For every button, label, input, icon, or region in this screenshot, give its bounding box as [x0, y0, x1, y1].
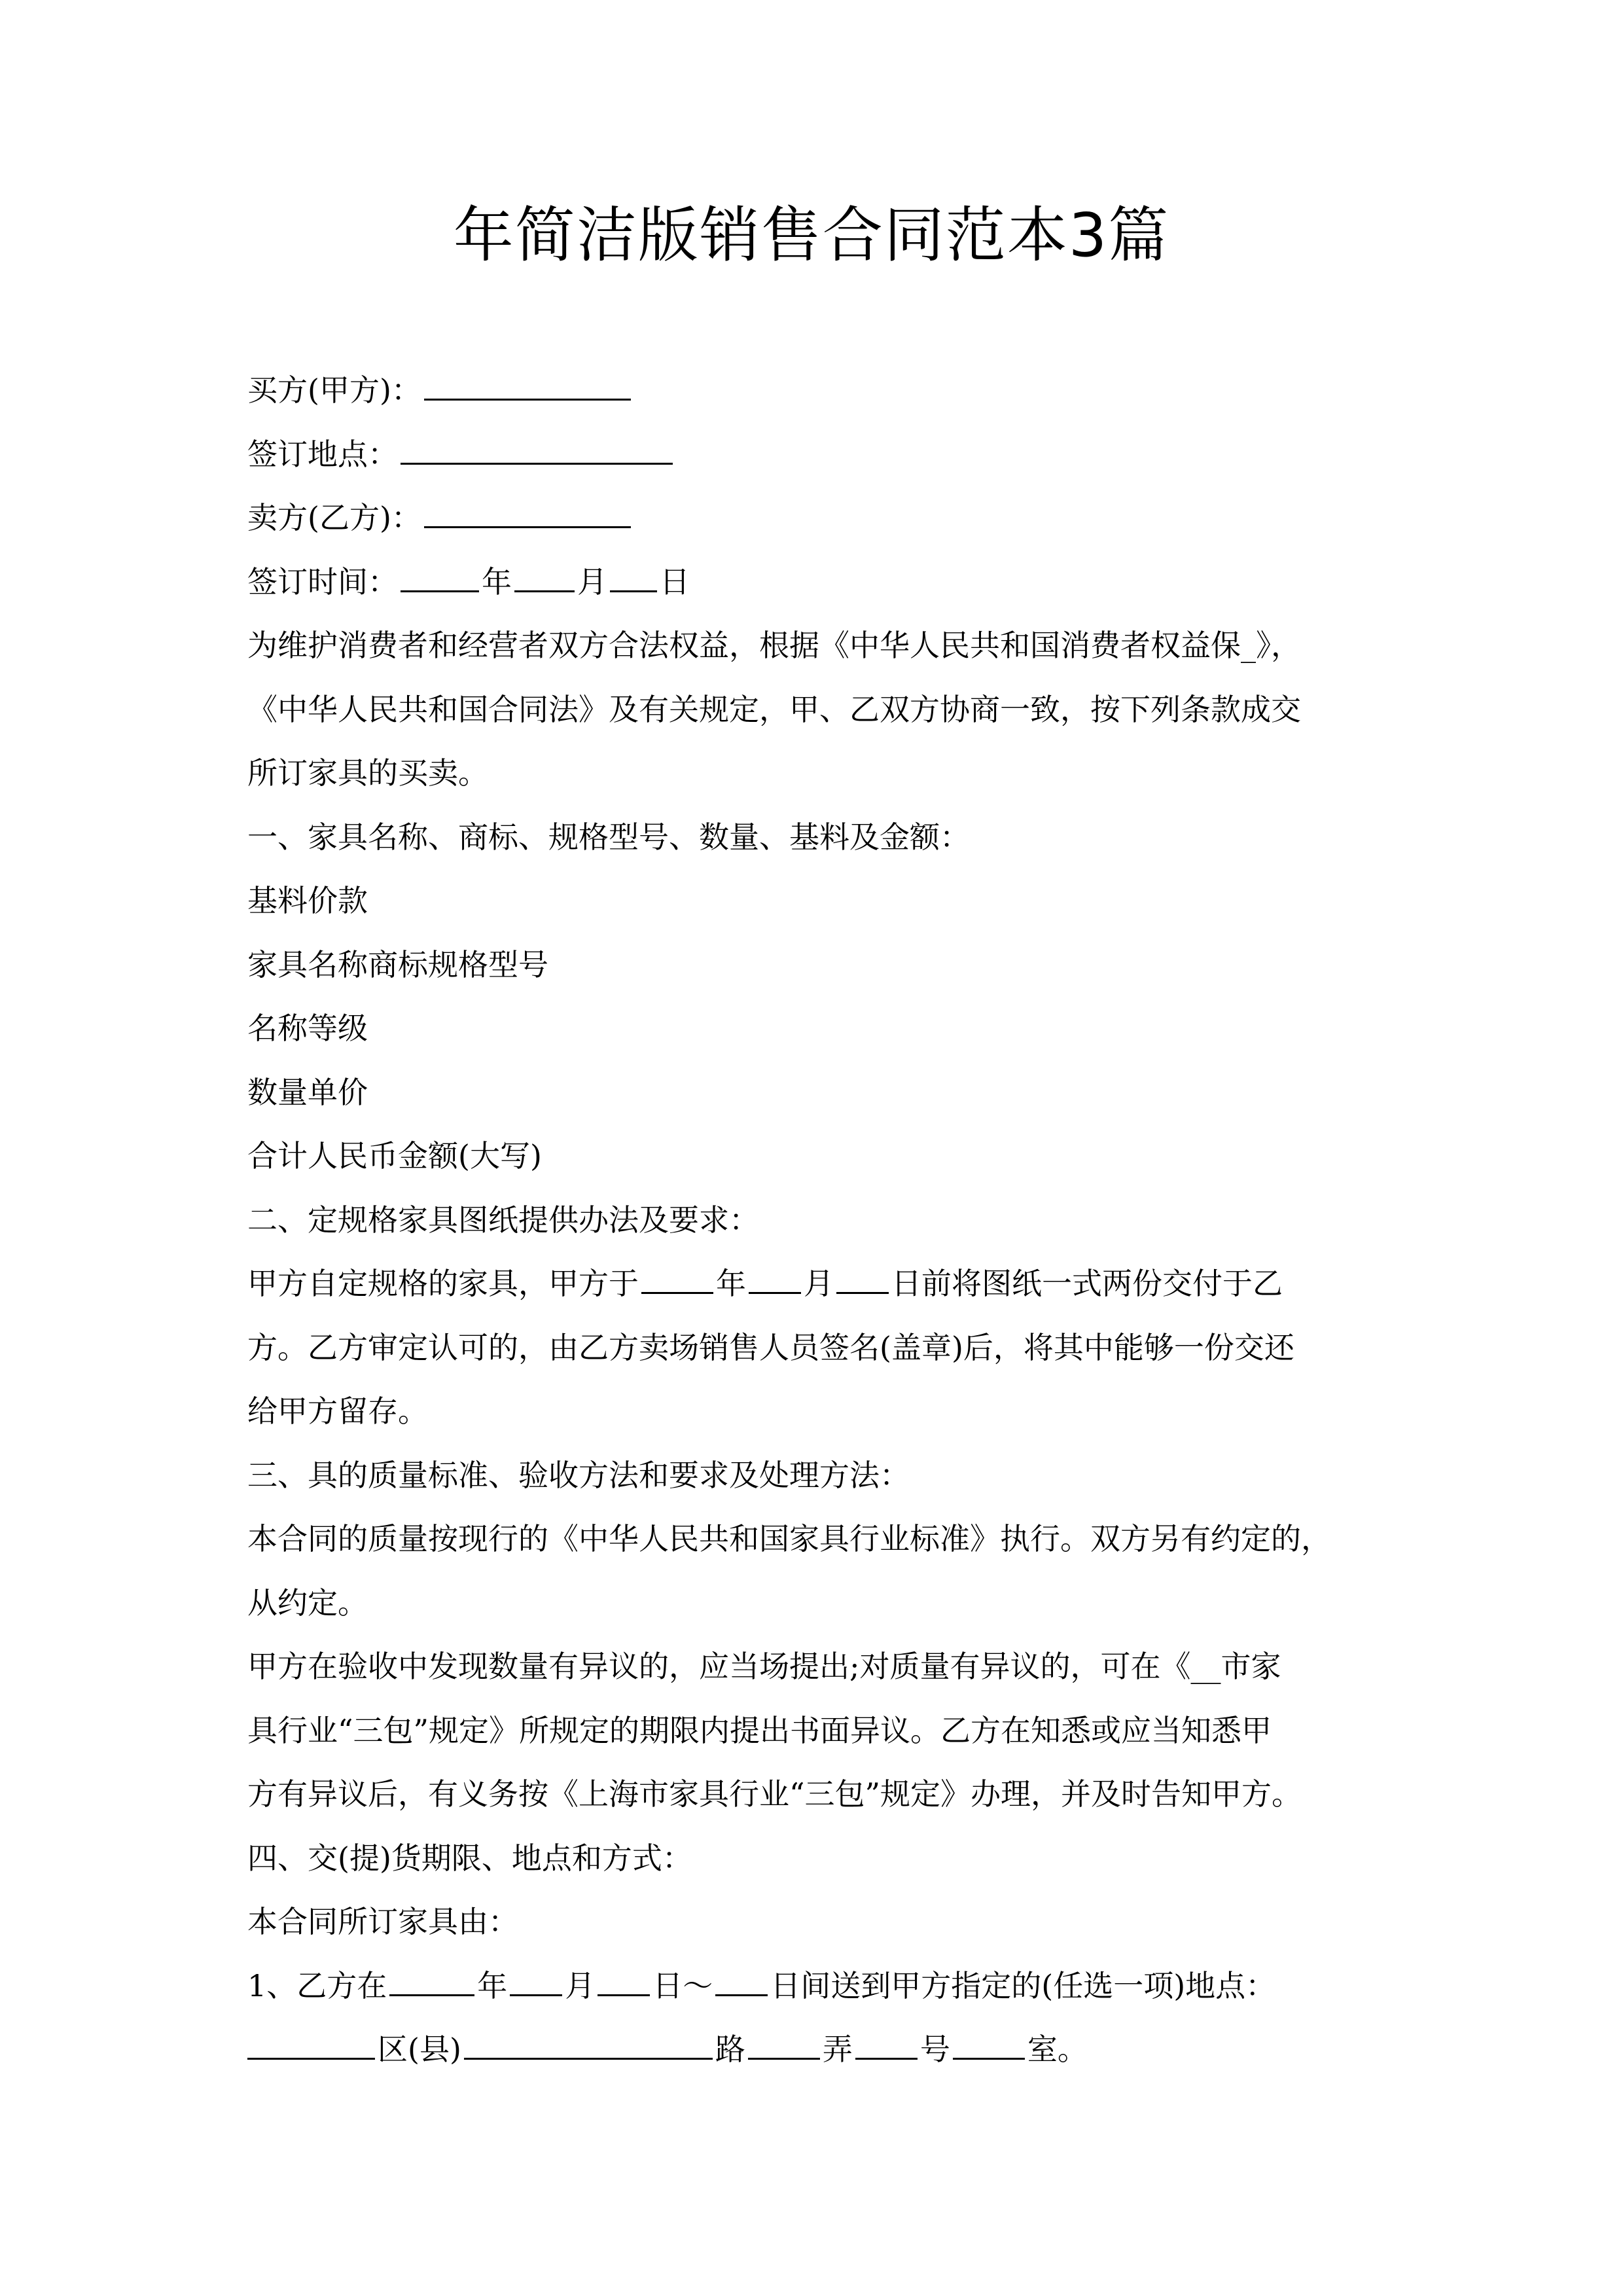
intro-line: 《中华人民共和国合同法》及有关规定，甲、乙双方协商一致，按下列条款成交: [247, 691, 1301, 727]
buyer-blank[interactable]: [424, 370, 631, 401]
lane-blank[interactable]: [748, 2029, 820, 2060]
section2-line: 给甲方留存。: [247, 1393, 428, 1429]
sign-date-label: 签订时间：: [247, 564, 398, 600]
month-label: 月: [804, 1266, 834, 1301]
lane-label: 弄: [822, 2032, 853, 2067]
sign-place-field: [247, 423, 1386, 487]
sign-date-field: [247, 550, 1386, 615]
section4-item1-line1: [247, 1954, 1386, 2018]
delivery-day-end-blank[interactable]: [715, 1965, 768, 1996]
sign-year-blank[interactable]: [401, 562, 479, 592]
section4-heading: 四、交(提)货期限、地点和方式：: [247, 1840, 692, 1876]
section2-heading: 二、定规格家具图纸提供办法及要求：: [247, 1202, 759, 1238]
section4-intro: 本合同所订家具由：: [247, 1904, 518, 1939]
section2-text: 日前将图纸一式两份交付于乙: [891, 1266, 1283, 1301]
day-label: 日: [660, 564, 690, 600]
item1-prefix: 1、乙方在: [247, 1967, 387, 2003]
section3-para1-line: 从约定。: [247, 1585, 368, 1621]
year-label: 年: [477, 1967, 508, 2003]
seller-label: 卖方(乙方)：: [247, 500, 421, 535]
district-blank[interactable]: [247, 2029, 375, 2060]
day-label: 日～: [652, 1967, 713, 2003]
section1-item: 基料价款: [247, 883, 368, 918]
section1-item: 名称等级: [247, 1011, 368, 1046]
sign-day-blank[interactable]: [610, 562, 657, 592]
document-title: 年简洁版销售合同范本3篇: [453, 200, 1170, 270]
section3-heading: 三、具的质量标准、验收方法和要求及处理方法：: [247, 1457, 910, 1493]
room-blank[interactable]: [953, 2029, 1025, 2060]
year-label: 年: [716, 1266, 746, 1301]
section1-heading: 一、家具名称、商标、规格型号、数量、基料及金额：: [247, 819, 970, 855]
drawing-day-blank[interactable]: [836, 1263, 889, 1294]
intro-line: 所订家具的买卖。: [247, 755, 488, 791]
number-label: 号: [919, 2032, 950, 2067]
section3-para2-line: 具行业“三包”规定》所规定的期限内提出书面异议。乙方在知悉或应当知悉甲: [247, 1712, 1272, 1748]
section1-item: 数量单价: [247, 1074, 368, 1110]
sign-place-blank[interactable]: [401, 434, 673, 465]
document-body: [247, 359, 1386, 2082]
sign-month-blank[interactable]: [514, 562, 575, 592]
road-blank[interactable]: [464, 2029, 713, 2060]
item1-suffix: 日间送到甲方指定的(任选一项)地点：: [770, 1967, 1276, 2003]
district-label: 区(县): [378, 2032, 461, 2067]
section2-line: [247, 1252, 1386, 1316]
month-label: 月: [565, 1967, 596, 2003]
seller-field: [247, 486, 1386, 550]
drawing-year-blank[interactable]: [641, 1263, 713, 1294]
buyer-label: 买方(甲方)：: [247, 372, 421, 408]
section4-item1-line2: [247, 2018, 1386, 2082]
drawing-month-blank[interactable]: [749, 1263, 801, 1294]
section3-para1-line: 本合同的质量按现行的《中华人民共和国家具行业标准》执行。双方另有约定的，: [247, 1521, 1331, 1556]
delivery-day-start-blank[interactable]: [597, 1965, 650, 1996]
delivery-year-blank[interactable]: [389, 1965, 474, 1996]
year-label: 年: [482, 564, 512, 600]
room-label: 室。: [1027, 2032, 1088, 2067]
delivery-month-blank[interactable]: [510, 1965, 562, 1996]
road-label: 路: [715, 2032, 745, 2067]
intro-line: 为维护消费者和经营者双方合法权益，根据《中华人民共和国消费者权益保_》，: [247, 628, 1301, 663]
section3-para2-line: 方有异议后，有义务按《上海市家具行业“三包”规定》办理，并及时告知甲方。: [247, 1776, 1302, 1812]
section2-text: 甲方自定规格的家具，甲方于: [247, 1266, 639, 1301]
section3-para2-line: 甲方在验收中发现数量有异议的，应当场提出;对质量有异议的，可在《__市家: [247, 1649, 1281, 1684]
sign-place-label: 签订地点：: [247, 436, 398, 472]
number-blank[interactable]: [855, 2029, 918, 2060]
section1-item: 家具名称商标规格型号: [247, 946, 548, 982]
month-label: 月: [577, 564, 607, 600]
seller-blank[interactable]: [424, 497, 631, 528]
buyer-field: [247, 359, 1386, 423]
section1-item: 合计人民币金额(大写): [247, 1138, 542, 1174]
section2-line: 方。乙方审定认可的，由乙方卖场销售人员签名(盖章)后，将其中能够一份交还: [247, 1329, 1294, 1365]
